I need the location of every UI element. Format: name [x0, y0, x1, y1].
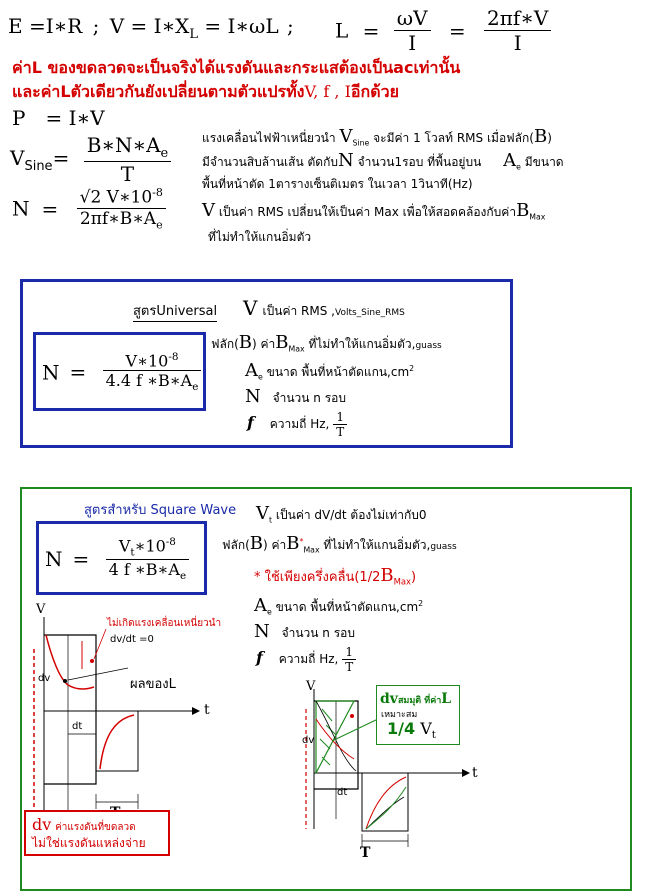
square-title: สูตรสำหรับ Square Wave [84, 503, 237, 518]
vsine-desc-1: แรงเคลื่อนไฟฟ้าเหนี่ยวนำ $V_{Sine}$ จะมีค่า 1 โวลท์ RMS เมื่อฟลัก(B) [202, 126, 552, 148]
square-half-wave-note: * ใช้เพียงครึ่งคลื่น$(1/2B_{Max})$ [254, 565, 417, 587]
universal-formula-panel [20, 279, 513, 448]
n-equation: N = $\frac{√2 V∗10^{-8}}{2\pi f∗B∗A_e}$ [12, 186, 166, 231]
universal-f-desc: f ความถี่ Hz, $\frac{1}{T}$ [247, 410, 347, 439]
left-dvdt-note: dv/dt =0 [110, 634, 154, 645]
vsine-equation: $V_{Sine}=$ $\frac{B∗N∗A_e}{T}$ [10, 133, 171, 186]
square-ae-desc: $A_e$ ขนาด พื้นที่หน้าตัดแกน$,cm^2$ [254, 595, 424, 617]
universal-n-desc: N จำนวน n รอบ [245, 386, 346, 407]
vsine-desc-3: พื้นที่หน้าตัด 1ตารางเซ็นติเมตร ในเวลา 1วินาที(Hz) [202, 177, 473, 191]
separator: ; [92, 14, 100, 38]
inductance-eq: L = $\frac{\omega V}{I}$ = $\frac{2\pi f∗V}{I}$ [335, 6, 551, 55]
right-period-label: T [360, 845, 371, 861]
separator: ; [287, 14, 294, 38]
n-desc-1: V เป็นค่า RMS เปลี่ยนให้เป็นค่า Max เพื่อให้สอดคล้องกับค่า$B_{Max}$ [202, 200, 546, 222]
power-eq: P = I∗V [12, 106, 105, 130]
left-no-emf-note: ไม่เกิดแรงเคลื่อนเหนี่ยวนำ [107, 618, 222, 629]
right-t-axis-label: t [472, 765, 478, 781]
left-coil-voltage-box: dv ค่าแรงดันที่ขดลวด ไม่ใช่แรงดันแหล่งจ่าย [24, 810, 170, 856]
universal-v-desc: V เป็นค่า RMS ,Volts_Sine_RMS [243, 296, 405, 320]
square-formula: N = $\frac{V_t∗10^{-8}}{4 f ∗B∗A_e}$ [36, 521, 207, 595]
square-vt-desc: $V_t$ เป็นค่า dV/dt ต้องไม่เท่ากับ0 [256, 503, 427, 525]
left-v-axis-label: V [36, 602, 46, 617]
reactance-eq: $V = I∗X_L$ = I∗ωL [109, 14, 279, 42]
vsine-desc-2: มีจำนวนสิบล้านเส้น ตัดกับN จำนวน1รอบ ที่พื้นอยู่บน $A_e$ มีขนาด [202, 150, 564, 172]
n-desc-2: ที่ไม่ทำให้แกนอิ่มตัว [208, 230, 312, 244]
square-n-desc: N จำนวน n รอบ [254, 621, 355, 642]
left-t-axis-label: t [204, 702, 210, 718]
universal-title: สูตรUniversal [133, 300, 217, 322]
universal-formula: N = $\frac{V∗10^{-8}}{4.4 f ∗B∗A_e}$ [33, 332, 206, 411]
left-dv-label: dv [38, 673, 51, 684]
note-ac-only: ค่าL ของขดลวดจะเป็นจริงได้แรงดันและกระแสต้องเป็นacเท่านั้น [12, 58, 461, 77]
square-wave-panel [20, 487, 632, 891]
right-assumption-box: dvสมมุติ ที่ค่าL เหมาะสม 1/4 $V_t$ [376, 685, 460, 745]
square-f-desc: f ความถี่ Hz, $\frac{1}{T}$ [256, 645, 356, 674]
top-equations [8, 14, 279, 42]
square-flux-desc: ฟลัก(B) ค่า$B^*_{Max}$ ที่ไม่ทำให้แกนอิ่มตัว,guass [222, 533, 457, 555]
right-v-axis-label: V [306, 679, 316, 694]
left-effect-label: ผลของL [130, 677, 176, 692]
universal-ae-desc: $A_e$ ขนาด พื้นที่หน้าตัดแกน$,cm^2$ [245, 360, 415, 382]
right-dv-label: dv [302, 735, 315, 746]
note-variables: และค่าLตัวเดียวกันยังเปลี่ยนตามตัวแปรทั้งV, f , Iอีกด้วย [12, 82, 399, 101]
universal-flux-desc: ฟลัก(B) ค่า$B_{Max}$ ที่ไม่ทำให้แกนอิ่มตัว,guass [211, 332, 442, 354]
right-dt-label: dt [337, 787, 348, 798]
ohm-law: E =I∗R [8, 14, 83, 38]
left-dt-label: dt [72, 721, 83, 732]
